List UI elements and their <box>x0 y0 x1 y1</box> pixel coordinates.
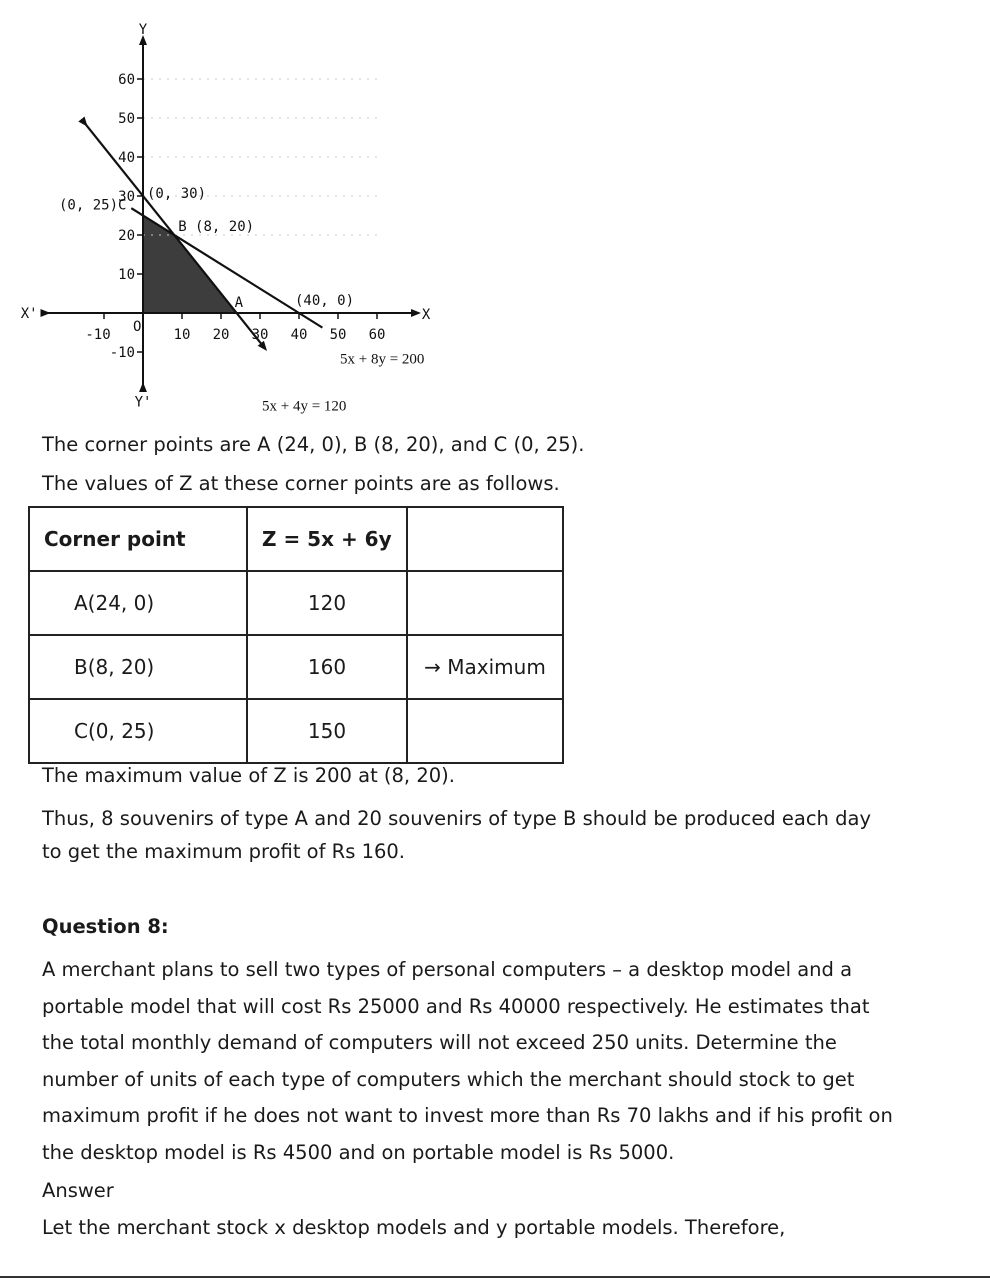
tick-labels <box>85 72 385 361</box>
header-empty <box>407 507 563 571</box>
x-axis-label: X <box>421 307 431 323</box>
question-line: number of units of each type of computers which the merchant should stock to get <box>42 1067 855 1091</box>
y-tick-label: 60 <box>118 72 135 88</box>
x-tick-label: 60 <box>368 327 386 343</box>
values-intro-text: The values of Z at these corner points are as follows. <box>42 472 560 495</box>
y-axis-label: Y <box>138 22 148 38</box>
point-b-label: B (8, 20) <box>178 219 255 235</box>
row-point: A(24, 0) <box>29 571 247 635</box>
x-tick-label: 10 <box>173 327 191 343</box>
x-tick-label: 50 <box>329 327 347 343</box>
row-note: → Maximum <box>407 635 563 699</box>
conclusion-line-1: Thus, 8 souvenirs of type A and 20 souvenirs of type B should be produced each day <box>42 807 871 830</box>
x-tick-label: 30 <box>251 327 269 343</box>
row-z: 120 <box>247 571 407 635</box>
y-tick-label: 20 <box>118 228 135 244</box>
x-axis-negative-label: X' <box>20 306 38 322</box>
row-z: 150 <box>247 699 407 763</box>
y-tick-label: 50 <box>118 111 135 127</box>
header-corner-point: Corner point <box>29 507 247 571</box>
y-tick-label: -10 <box>109 345 135 361</box>
origin-label: O <box>133 319 142 335</box>
x-tick-label: 20 <box>212 327 230 343</box>
line1-equation-label: 5x + 8y = 200 <box>340 351 425 368</box>
feasible-region-graph <box>0 0 990 430</box>
point-c-label: (0, 25)C <box>59 197 127 214</box>
corner-points-text: The corner points are A (24, 0), B (8, 20), and C (0, 25). <box>42 433 585 456</box>
question-line: A merchant plans to sell two types of personal computers – a desktop model and a <box>42 958 853 981</box>
table-row <box>29 699 563 763</box>
max-statement-text: The maximum value of Z is 200 at (8, 20). <box>42 764 455 787</box>
y-tick-label: 40 <box>118 150 135 166</box>
row-z: 160 <box>247 635 407 699</box>
row-point: C(0, 25) <box>29 699 247 763</box>
header-z: Z = 5x + 6y <box>247 507 407 571</box>
answer-line: Let the merchant stock x desktop models and y portable models. Therefore, <box>42 1216 786 1239</box>
row-point: B(8, 20) <box>29 635 247 699</box>
point-40-0-label: (40, 0) <box>295 293 355 309</box>
conclusion-line-2: to get the maximum profit of Rs 160. <box>42 840 405 863</box>
row-note <box>407 571 563 635</box>
bottom-divider <box>0 1276 990 1278</box>
line2-equation-label: 5x + 4y = 120 <box>262 398 347 415</box>
question-line: maximum profit if he does not want to invest more than Rs 70 lakhs and if his profit on <box>42 1104 893 1127</box>
table-row <box>29 571 563 635</box>
table-header-row <box>29 507 563 571</box>
y-axis-negative-label: Y' <box>134 394 152 411</box>
question-line: portable model that will cost Rs 25000 and Rs 40000 respectively. He estimates that <box>42 994 870 1018</box>
point-a-label: A <box>234 295 244 311</box>
y-tick-label: 10 <box>118 267 135 283</box>
table-row <box>29 635 563 699</box>
answer-label: Answer <box>42 1179 114 1202</box>
question-title: Question 8: <box>42 915 169 938</box>
point-0-30-label: (0, 30) <box>147 186 207 202</box>
x-tick-label: 40 <box>290 327 308 343</box>
row-note <box>407 699 563 763</box>
corner-point-table <box>28 506 564 764</box>
question-body <box>42 952 972 1171</box>
question-line: the desktop model is Rs 4500 and on portable model is Rs 5000. <box>42 1140 675 1164</box>
question-line: the total monthly demand of computers will not exceed 250 units. Determine the <box>42 1031 837 1054</box>
x-tick-label: -10 <box>85 327 111 343</box>
gridlines <box>143 79 377 235</box>
y-tick-label: 30 <box>118 189 135 205</box>
